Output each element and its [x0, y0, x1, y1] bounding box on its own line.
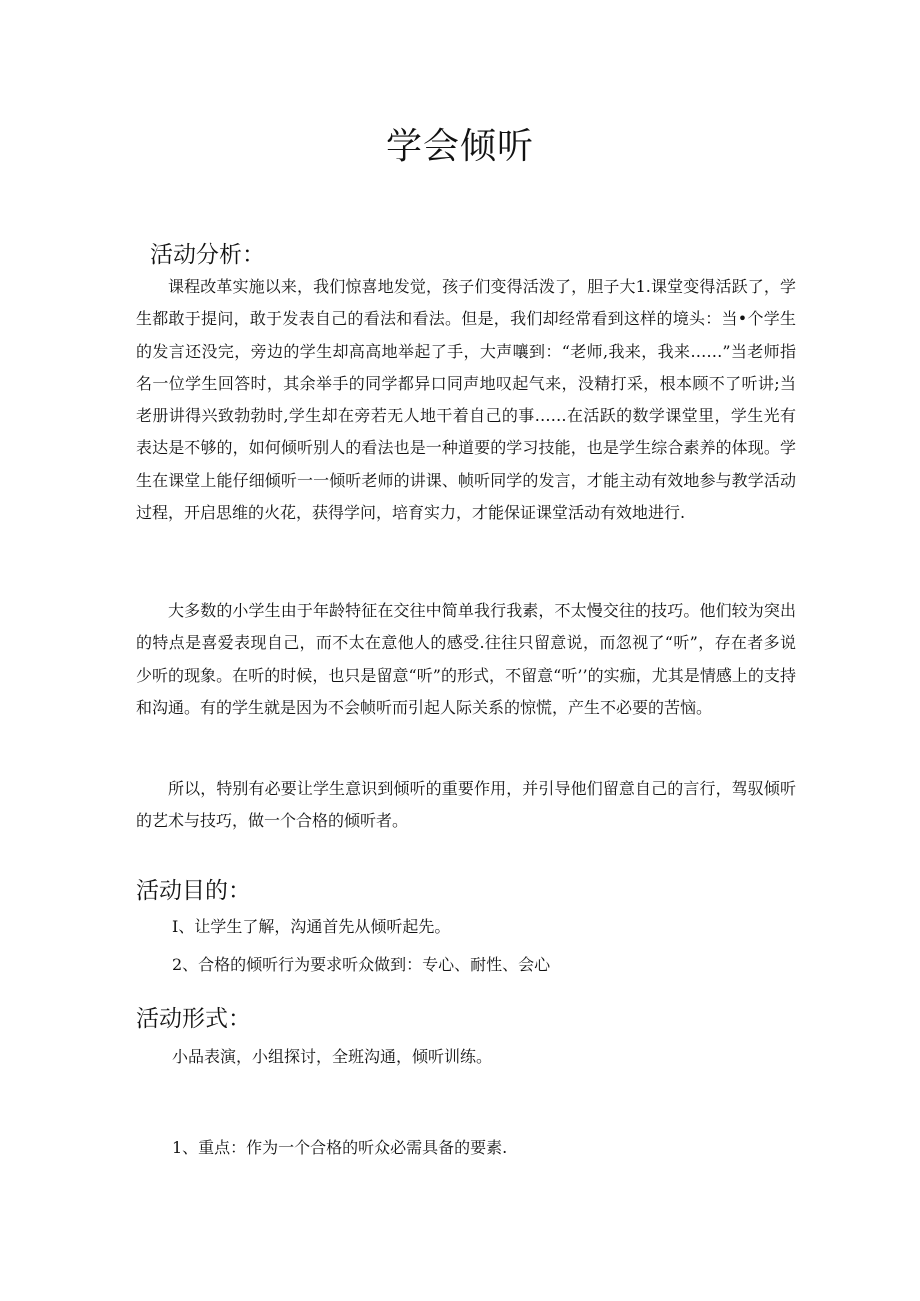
analysis-heading: 活动分析：	[150, 242, 265, 268]
key-point: 1、重点：作为一个合格的听众必需具备的要素.	[172, 1138, 508, 1157]
analysis-paragraph-1: 课程改革实施以来，我们惊喜地发觉，孩子们变得活泼了，胆子大1.课堂变得活跃了，学生都敢于提问，敢于发表自己的看法和看法。但是，我们却经常看到这样的境头：当•个学生的发言还没完，旁边的学生却高高地举起了手，大声嚷到：“老师,我来，我来……”当老师指名一位学生回答时，其余举手的同学都异口同声地叹起气来，没精打采，根本顾不了听讲;当老册讲得兴致勃勃时,学生却在旁若无人地干着自己的事……在活跃的数学课堂里，学生光有表达是不够的，如何倾听别人的看法也是一种道要的学习技能，也是学生综合素养的体现。学生在课堂上能仔细倾听一一倾听老师的讲课、帧听同学的发言，才能主动有效地参与教学活动过程，开启思维的火花，获得学问，培育实力，才能保证课堂活动有效地进行.	[136, 277, 796, 523]
analysis-paragraph-3: 所以，特别有必要让学生意识到倾听的重要作用，并引导他们留意自己的言行，驾驭倾听的艺术与技巧，做一个合格的倾听者。	[136, 779, 796, 831]
page-title: 学会倾听	[385, 126, 534, 167]
goal-item-1: I、让学生了解，沟通首先从倾听起先。	[172, 917, 451, 936]
analysis-paragraph-2: 大多数的小学生由于年龄特征在交往中简单我行我素，不太慢交往的技巧。他们较为突出的特点是喜爱表现自己，而不太在意他人的感受.往往只留意说，而忽视了“听”，存在者多说少听的现象。在听的时候，也只是留意“听”的形式，不留意“听’’的实痂，尤其是情感上的支持和沟通。有的学生就是因为不会帧听而引起人际关系的惊慌，产生不必要的苦恼。	[136, 601, 796, 717]
form-text: 小品表演，小组探讨，全班沟通，倾听训练。	[172, 1047, 493, 1066]
form-heading: 活动形式：	[136, 1006, 251, 1032]
goals-heading: 活动目的：	[136, 878, 251, 904]
goal-item-2: 2、合格的倾听行为要求听众做到：专心、耐性、会心	[172, 955, 551, 974]
